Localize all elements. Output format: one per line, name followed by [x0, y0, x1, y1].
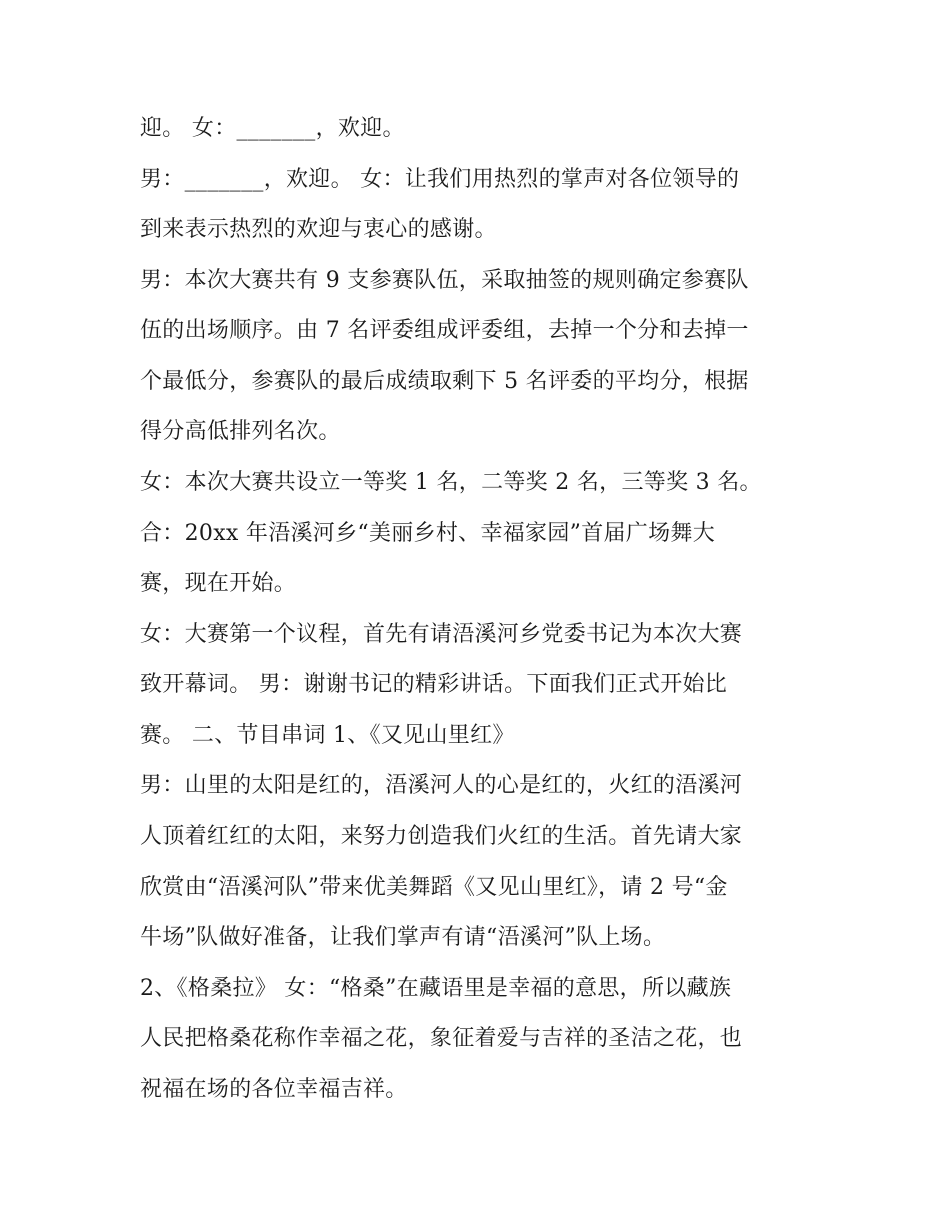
text-line: 个最低分，参赛队的最后成绩取剩下 5 名评委的平均分，根据: [140, 369, 749, 394]
text-line: 欣赏由“浯溪河队”带来优美舞蹈《又见山里红》，请 2 号“金: [140, 875, 728, 900]
text-line: 女：本次大赛共设立一等奖 1 名，二等奖 2 名，三等奖 3 名。: [140, 470, 762, 495]
text-line: 男：山里的太阳是红的，浯溪河人的心是红的，火红的浯溪河: [140, 773, 743, 798]
text-line: 牛场”队做好准备，让我们掌声有请“浯溪河”队上场。: [140, 925, 666, 950]
text-line: 女：大赛第一个议程，首先有请浯溪河乡党委书记为本次大赛: [140, 622, 743, 647]
text-line: 人民把格桑花称作幸福之花，象征着爱与吉祥的圣洁之花，也: [140, 1026, 743, 1051]
text-line: 得分高低排列名次。: [140, 419, 341, 444]
text-line: 2、《格桑拉》 女：“格桑”在藏语里是幸福的意思，所以藏族: [140, 976, 732, 1001]
text-line: 致开幕词。 男：谢谢书记的精彩讲话。下面我们正式开始比: [140, 672, 728, 697]
text-line: 人顶着红红的太阳，来努力创造我们火红的生活。首先请大家: [140, 824, 743, 849]
text-line: 迎。 女：_______，欢迎。: [140, 116, 405, 141]
text-line: 赛，现在开始。: [140, 571, 297, 596]
text-line: 到来表示热烈的欢迎与衷心的感谢。: [140, 217, 497, 242]
text-line: 赛。 二、节目串词 1、《又见山里红》: [140, 723, 515, 748]
text-line: 祝福在场的各位幸福吉祥。: [140, 1077, 408, 1102]
text-line: 男：本次大赛共有 9 支参赛队伍，采取抽签的规则确定参赛队: [140, 268, 749, 293]
text-line: 合：20xx 年浯溪河乡“美丽乡村、幸福家园”首届广场舞大: [140, 521, 715, 546]
text-line: 男：_______，欢迎。 女：让我们用热烈的掌声对各位领导的: [140, 167, 740, 192]
text-line: 伍的出场顺序。由 7 名评委组成评委组，去掉一个分和去掉一: [140, 318, 749, 343]
